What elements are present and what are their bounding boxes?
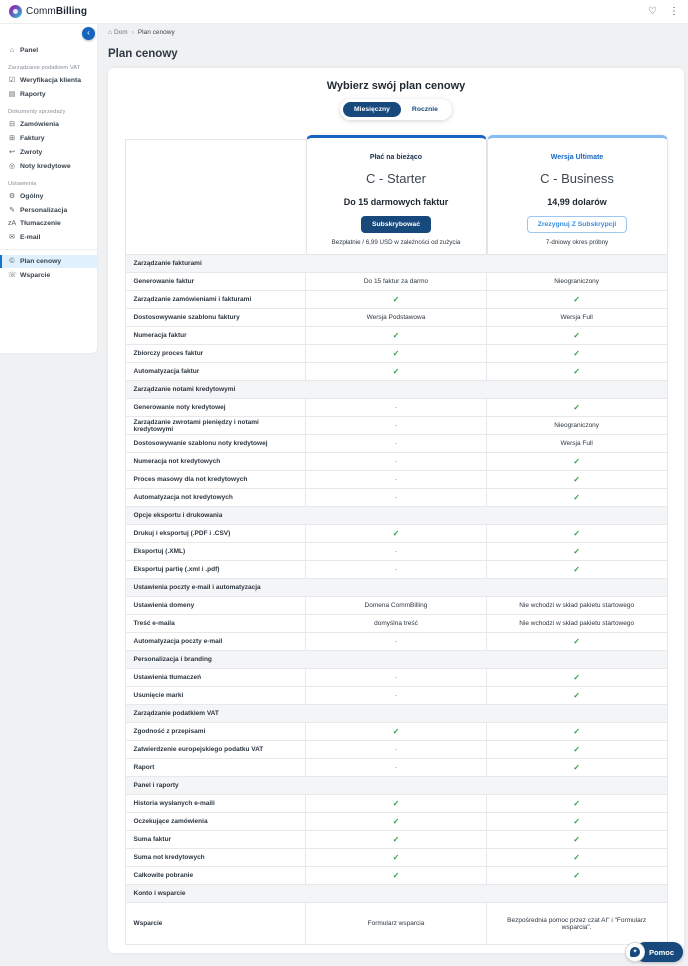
- feature-name: Numeracja not kredytowych: [125, 453, 306, 471]
- sidebar-item-label: Zwroty: [20, 148, 43, 156]
- sidebar-item-label: Weryfikacja klienta: [20, 76, 82, 84]
- pricing-plan-icon: ©: [9, 258, 15, 265]
- logo-text: CommBilling: [26, 6, 88, 17]
- home-icon: ⌂: [9, 47, 15, 54]
- breadcrumb-home-link[interactable]: ⌂ Dom: [108, 29, 128, 36]
- feature-value: Bezpośrednia pomoc przez czat AI" i "Formularz wsparcia".: [486, 903, 667, 945]
- plan-note: 7-dniowy okres próbny: [545, 239, 609, 246]
- personalization-icon: ✎: [9, 207, 15, 214]
- sidebar-item-label: Plan cenowy: [20, 258, 62, 265]
- dash: -: [394, 638, 398, 645]
- check-icon: ✓: [573, 817, 580, 826]
- feature-row: [125, 723, 667, 741]
- orders-icon: ⊟: [9, 121, 15, 128]
- sidebar-item-wsparcie[interactable]: [0, 268, 97, 282]
- feature-value: Nieograniczony: [486, 417, 667, 435]
- features-table: [125, 254, 668, 945]
- check-icon: ✓: [392, 331, 400, 340]
- feature-row: [125, 795, 667, 813]
- feature-value: [486, 741, 667, 759]
- section-row: [125, 255, 667, 273]
- feature-row: [125, 453, 667, 471]
- feature-name: Zatwierdzenie europejskiego podatku VAT: [125, 741, 306, 759]
- section-title: Panel i raporty: [125, 777, 667, 795]
- feature-name: Wsparcie: [125, 903, 306, 945]
- logo-icon: [9, 5, 22, 18]
- feature-name: Dostosowywanie szablonu noty kredytowej: [125, 435, 306, 453]
- sidebar-item-label: Personalizacja: [20, 206, 68, 214]
- feature-value: [306, 759, 487, 777]
- check-icon: ✓: [392, 871, 400, 880]
- check-icon: ✓: [573, 871, 580, 880]
- top-header: [0, 0, 688, 24]
- feature-name: Raport: [125, 759, 306, 777]
- feature-value: [306, 723, 487, 741]
- feature-value: [486, 723, 667, 741]
- feature-value: [306, 669, 487, 687]
- check-icon: ✓: [392, 853, 400, 862]
- toggle-monthly[interactable]: Miesięczny: [343, 102, 401, 117]
- feature-name: Generowanie noty kredytowej: [125, 399, 306, 417]
- sidebar-item-tlumaczenie[interactable]: [0, 217, 97, 230]
- check-icon: ✓: [573, 835, 580, 844]
- feature-value: [486, 327, 667, 345]
- check-icon: ✓: [573, 637, 580, 646]
- feature-name: Suma not kredytowych: [125, 849, 306, 867]
- section-row: [125, 885, 667, 903]
- pricing-card: [108, 68, 684, 953]
- feature-row: [125, 543, 667, 561]
- feature-value: [486, 399, 667, 417]
- sidebar-item-noty-kredytowe[interactable]: [0, 159, 97, 173]
- feature-value: [306, 795, 487, 813]
- sidebar-item-label: Wsparcie: [20, 271, 51, 279]
- check-icon: ✓: [573, 691, 580, 700]
- sidebar-divider: [0, 249, 97, 250]
- check-icon: ✓: [573, 673, 580, 682]
- feature-value: Wersja Podstawowa: [306, 309, 487, 327]
- sidebar-item-panel[interactable]: [0, 44, 97, 57]
- feature-value: [306, 831, 487, 849]
- sidebar-item-label: Ogólny: [20, 192, 44, 200]
- page-title: Plan cenowy: [108, 48, 178, 60]
- check-icon: ✓: [573, 763, 580, 772]
- plan-name: C - Starter: [366, 171, 426, 186]
- feature-name: Suma faktur: [125, 831, 306, 849]
- feature-name: Dostosowywanie szablonu faktury: [125, 309, 306, 327]
- feature-row: [125, 291, 667, 309]
- check-icon: ✓: [573, 475, 580, 484]
- feature-value: [306, 813, 487, 831]
- help-label: Pomoc: [635, 942, 683, 962]
- feature-row: [125, 633, 667, 651]
- check-icon: ✓: [392, 799, 400, 808]
- gear-icon: ⚙: [8, 193, 16, 200]
- feature-value: [486, 345, 667, 363]
- section-row: [125, 651, 667, 669]
- feature-value: [486, 543, 667, 561]
- support-icon: ☏: [8, 272, 17, 279]
- sidebar-item-label: Tłumaczenie: [20, 220, 61, 227]
- check-icon: ✓: [392, 835, 400, 844]
- section-row: [125, 579, 667, 597]
- feature-value: [486, 489, 667, 507]
- check-icon: ✓: [573, 331, 580, 340]
- check-icon: ✓: [573, 745, 580, 754]
- feature-value: [486, 561, 667, 579]
- check-icon: ✓: [573, 403, 580, 412]
- feature-name: Zbiorczy proces faktur: [125, 345, 306, 363]
- feature-row: [125, 759, 667, 777]
- help-button[interactable]: [625, 942, 683, 962]
- feature-value: [486, 471, 667, 489]
- dash: -: [394, 674, 398, 681]
- section-title: Zarządzanie notami kredytowymi: [125, 381, 667, 399]
- check-icon: ✓: [573, 853, 580, 862]
- dash: -: [394, 458, 398, 465]
- check-icon: ✓: [573, 547, 580, 556]
- feature-row: [125, 345, 667, 363]
- plan-tagline: Wersja Ultimate: [550, 154, 604, 161]
- feature-name: Automatyzacja poczty e-mail: [125, 633, 306, 651]
- feature-row: [125, 363, 667, 381]
- feature-row: [125, 831, 667, 849]
- dash: -: [394, 404, 398, 411]
- translate-icon: zA: [8, 220, 17, 227]
- feature-name: Generowanie faktur: [125, 273, 306, 291]
- check-icon: ✓: [392, 349, 400, 358]
- plan-highlight: Do 15 darmowych faktur: [343, 197, 449, 207]
- check-icon: ✓: [392, 727, 400, 736]
- feature-value: [486, 525, 667, 543]
- home-icon: ⌂: [108, 29, 112, 36]
- feature-name: Proces masowy dla not kredytowych: [125, 471, 306, 489]
- sidebar-section-heading: Ustawienia: [8, 181, 37, 187]
- sidebar-item-ogolny[interactable]: [0, 189, 97, 203]
- feature-value: Nie wchodzi w skład pakietu startowego: [486, 615, 667, 633]
- section-row: [125, 777, 667, 795]
- feature-row: [125, 561, 667, 579]
- feature-value: [306, 291, 487, 309]
- section-row: [125, 507, 667, 525]
- sidebar-item-label: E-mail: [20, 233, 41, 241]
- feature-value: [486, 759, 667, 777]
- section-title: Konto i wsparcie: [125, 885, 667, 903]
- toggle-yearly[interactable]: Rocznie: [411, 106, 438, 113]
- plan-highlight: 14,99 dolarów: [547, 197, 607, 207]
- feature-name: Zarządzanie zwrotami pieniędzy i notami kredytowymi: [125, 417, 306, 435]
- feature-row: [125, 687, 667, 705]
- subscribe-button[interactable]: Subskrybować: [361, 216, 431, 233]
- feature-name: Zarządzanie zamówieniami i fakturami: [125, 291, 306, 309]
- dash: -: [394, 494, 398, 501]
- feature-name: Numeracja faktur: [125, 327, 306, 345]
- feature-row: [125, 597, 667, 615]
- section-row: [125, 705, 667, 723]
- section-title: Personalizacja i branding: [125, 651, 667, 669]
- invoices-icon: ⊞: [9, 135, 15, 142]
- feature-row: [125, 417, 667, 435]
- ai-chat-icon: ✦: [625, 942, 645, 962]
- section-title: Ustawienia poczty e-mail i automatyzacja: [125, 579, 667, 597]
- breadcrumb: [108, 29, 175, 36]
- feature-row: [125, 327, 667, 345]
- feature-value: [306, 687, 487, 705]
- section-title: Zarządzanie fakturami: [125, 255, 667, 273]
- dash: -: [394, 692, 398, 699]
- feature-name: Eksportuj (.XML): [125, 543, 306, 561]
- feature-value: [306, 417, 487, 435]
- check-icon: ✓: [573, 727, 580, 736]
- feature-value: [486, 813, 667, 831]
- feature-value: [486, 831, 667, 849]
- feature-row: [125, 813, 667, 831]
- feature-value: Formularz wsparcia: [306, 903, 487, 945]
- feature-value: [486, 633, 667, 651]
- feature-value: Do 15 faktur za darmo: [306, 273, 487, 291]
- favorites-heart-icon[interactable]: ♡: [648, 6, 657, 17]
- dash: -: [394, 440, 398, 447]
- feature-row: [125, 309, 667, 327]
- plan-header-spacer: [125, 139, 306, 254]
- sidebar-item-label: Zamówienia: [20, 120, 59, 128]
- feature-row: [125, 741, 667, 759]
- sidebar-item-personalizacja[interactable]: [0, 203, 97, 217]
- feature-name: Historia wysłanych e-maili: [125, 795, 306, 813]
- feature-name: Oczekujące zamówienia: [125, 813, 306, 831]
- sidebar-collapse-button[interactable]: ‹: [82, 27, 95, 40]
- dash: -: [394, 422, 398, 429]
- section-title: Zarządzanie podatkiem VAT: [125, 705, 667, 723]
- feature-value: [306, 633, 487, 651]
- sidebar-item-plan-cenowy[interactable]: [0, 255, 97, 268]
- feature-row: [125, 525, 667, 543]
- feature-value: [486, 669, 667, 687]
- feature-row: [125, 849, 667, 867]
- dash: -: [394, 548, 398, 555]
- feature-name: Eksportuj partię (.xml i .pdf): [125, 561, 306, 579]
- sidebar-item-zwroty[interactable]: [0, 145, 97, 159]
- check-icon: ✓: [573, 799, 580, 808]
- feature-row: [125, 471, 667, 489]
- app-logo: [9, 5, 87, 18]
- feature-value: [306, 741, 487, 759]
- section-title: Opcje eksportu i drukowania: [125, 507, 667, 525]
- sidebar-item-raporty[interactable]: [0, 87, 97, 101]
- check-icon: ✓: [573, 457, 580, 466]
- feature-value: [306, 561, 487, 579]
- feature-name: Ustawienia domeny: [125, 597, 306, 615]
- credit-notes-icon: ◎: [8, 163, 16, 170]
- feature-name: Usunięcie marki: [125, 687, 306, 705]
- feature-value: [486, 453, 667, 471]
- feature-name: Drukuj i eksportuj (.PDF i .CSV): [125, 525, 306, 543]
- plan-card-starter: [306, 135, 487, 254]
- feature-row: [125, 273, 667, 291]
- check-icon: ✓: [573, 295, 580, 304]
- feature-value: domyślna treść: [306, 615, 487, 633]
- check-icon: ✓: [573, 349, 580, 358]
- feature-name: Automatyzacja not kredytowych: [125, 489, 306, 507]
- check-icon: ✓: [573, 367, 580, 376]
- feature-value: [486, 291, 667, 309]
- sidebar-section-heading: Dokumenty sprzedaży: [8, 109, 66, 115]
- section-row: [125, 381, 667, 399]
- feature-value: [306, 543, 487, 561]
- feature-value: Wersja Full: [486, 309, 667, 327]
- plan-tagline: Płać na bieżąco: [369, 154, 423, 161]
- feature-row: [125, 435, 667, 453]
- sidebar-section-heading: Zarządzanie podatkiem VAT: [8, 65, 81, 71]
- feature-row: [125, 903, 667, 945]
- feature-value: Nie wchodzi w skład pakietu startowego: [486, 597, 667, 615]
- feature-row: [125, 669, 667, 687]
- check-icon: ✓: [392, 367, 400, 376]
- feature-value: Domena CommBilling: [306, 597, 487, 615]
- feature-row: [125, 399, 667, 417]
- email-icon: ✉: [9, 234, 15, 241]
- customer-verification-icon: ☑: [8, 77, 16, 84]
- feature-value: [306, 399, 487, 417]
- sidebar-item-weryfikacja-klienta[interactable]: [0, 73, 97, 87]
- sidebar-item-zamowienia[interactable]: [0, 117, 97, 131]
- dash: -: [394, 566, 398, 573]
- kebab-menu-icon[interactable]: ⋮: [669, 6, 679, 17]
- feature-row: [125, 615, 667, 633]
- feature-name: Zgodność z przepisami: [125, 723, 306, 741]
- check-icon: ✓: [392, 817, 400, 826]
- feature-name: Automatyzacja faktur: [125, 363, 306, 381]
- dash: -: [394, 476, 398, 483]
- sidebar-item-faktury[interactable]: [0, 131, 97, 145]
- feature-value: [486, 849, 667, 867]
- check-icon: ✓: [573, 529, 580, 538]
- plan-note: Bezpłatnie / 6,99 USD w zależności od zużycia: [331, 239, 461, 246]
- feature-name: Całkowite pobranie: [125, 867, 306, 885]
- feature-name: Treść e-maila: [125, 615, 306, 633]
- sidebar-nav: [0, 44, 97, 282]
- sidebar-item-label: Noty kredytowe: [20, 162, 71, 170]
- feature-value: [306, 327, 487, 345]
- feature-value: [306, 525, 487, 543]
- feature-value: [486, 795, 667, 813]
- feature-name: Ustawienia tłumaczeń: [125, 669, 306, 687]
- returns-icon: ↩: [9, 149, 15, 156]
- check-icon: ✓: [392, 529, 400, 538]
- feature-value: [306, 453, 487, 471]
- dash: -: [394, 746, 398, 753]
- check-icon: ✓: [392, 295, 400, 304]
- feature-value: [306, 363, 487, 381]
- check-icon: ✓: [573, 565, 580, 574]
- reports-icon: ▤: [8, 91, 16, 98]
- sidebar-item-label: Faktury: [20, 134, 45, 142]
- feature-value: [486, 363, 667, 381]
- unsubscribe-button[interactable]: Zrezygnuj Z Subskrypcji: [527, 216, 628, 233]
- dash: -: [394, 764, 398, 771]
- feature-value: [306, 471, 487, 489]
- feature-value: [306, 435, 487, 453]
- billing-period-toggle: [340, 99, 452, 120]
- feature-value: [306, 345, 487, 363]
- plan-picker-heading: Wybierz swój plan cenowy: [326, 80, 466, 92]
- sidebar-item-e-mail[interactable]: [0, 230, 97, 244]
- plan-name: C - Business: [540, 171, 614, 186]
- feature-value: [306, 867, 487, 885]
- sidebar-item-label: Panel: [20, 47, 39, 54]
- breadcrumb-separator: ›: [131, 29, 134, 36]
- feature-row: [125, 489, 667, 507]
- feature-row: [125, 867, 667, 885]
- sidebar: [0, 24, 98, 354]
- check-icon: ✓: [573, 493, 580, 502]
- plan-header-row: [125, 135, 668, 254]
- feature-value: [486, 867, 667, 885]
- sidebar-item-label: Raporty: [20, 90, 46, 98]
- feature-value: [306, 849, 487, 867]
- plan-card-business: [487, 135, 668, 254]
- feature-value: [486, 687, 667, 705]
- feature-value: Wersja Full: [486, 435, 667, 453]
- breadcrumb-current: Plan cenowy: [137, 29, 175, 36]
- feature-value: Nieograniczony: [486, 273, 667, 291]
- feature-value: [306, 489, 487, 507]
